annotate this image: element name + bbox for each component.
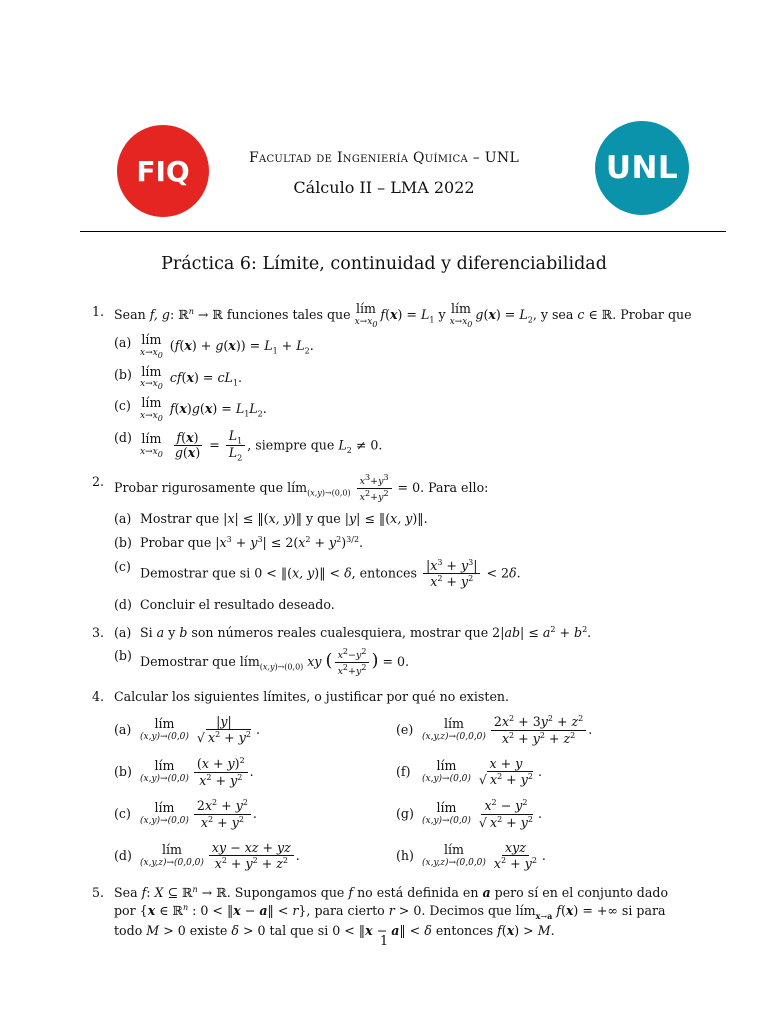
- item-label: (a): [114, 722, 132, 738]
- exercise-number: 2.: [92, 473, 105, 489]
- fiq-logo-text: FIQ: [136, 154, 190, 188]
- item-label: (f): [396, 764, 411, 780]
- exercise-2c: (c) Demostrar que si 0 < ‖(x, y)‖ < δ, entonces $\frac{|x^3 + y^3|}{x^2 + y^2}$ < 2δ.: [114, 557, 521, 590]
- exercise-2d: [114, 596, 692, 614]
- exercise-2: [92, 473, 692, 614]
- item-label: (c): [114, 558, 131, 574]
- faculty-header: Facultad de Ingeniería Química – UNL: [248, 150, 520, 166]
- exercise-3a: (a) Si a y b son números reales cualesquiera, mostrar que $2|ab| \le a^2 + b^2$.: [114, 624, 592, 640]
- exercise-3: [92, 624, 692, 679]
- limit-f: (f) lím (x,y)→(0,0) $\frac{x + y}{√ x^2 + y^2}$ .: [396, 755, 542, 788]
- unl-logo: [595, 121, 689, 215]
- page-title: Práctica 6: Límite, continuidad y diferenciabilidad: [161, 254, 607, 274]
- exercise-2d-text: Concluir el resultado deseado.: [140, 596, 335, 612]
- exercise-2a: (a) Mostrar que |x| ≤ ‖(x, y)‖ y que |y| ≤ ‖(x, y)‖.: [114, 511, 428, 527]
- exercise-3b: (b) Demostrar que lím$_{(x,y)\to(0,0)}$ xy ( $\frac{x^2-y^2}{x^2+y^2}$ ) = 0.: [114, 647, 410, 678]
- exercise-2-statement: Probar rigurosamente que lím$_{(x,y)\to(0,0)}$ $\frac{x^3+y^3}{x^2+y^2}$ = 0. Para ello:: [114, 472, 489, 504]
- limit-h: (h) lím (x,y,z)→(0,0,0) $\frac{\text{xyz}}{x^2 + y^2}$ .: [396, 839, 546, 872]
- exercise-4: [92, 688, 692, 874]
- item-label: (d): [114, 596, 132, 612]
- limits-grid: [114, 712, 692, 874]
- limit-b: (b) lím (x,y)→(0,0) $\frac{(x + y)^2}{x^2 + y^2}$ .: [114, 755, 254, 788]
- unl-logo-text: UNL: [605, 150, 679, 186]
- item-label: (e): [396, 722, 414, 738]
- exercise-2b: (b) Probar que $|x^3 + y^3| \le 2(x^2 + y^2)^{3/2}$.: [114, 534, 364, 550]
- item-label: (h): [396, 848, 414, 864]
- exercise-number: 4.: [92, 689, 105, 705]
- exercise-list: [92, 303, 692, 949]
- exercise-1: [92, 303, 692, 463]
- item-label: (a): [114, 335, 132, 351]
- item-label: (b): [114, 764, 132, 780]
- exercise-number: 1.: [92, 304, 105, 319]
- exercise-1-statement: Sean f, g: ℝ$^n$ → ℝ funciones tales que lím $x\to x_0$ $f(x) = L_1$ y lím $x\to x_0$ $g(x) = L_2$, y sea c ∈ ℝ. Probar que: [114, 301, 692, 329]
- item-label: (c): [114, 806, 131, 822]
- exercise-5-statement: Sea f: X ⊆ ℝ$^n$ → ℝ. Supongamos que f no está definida en a pero sí en el conjunto dado por {x ∈ ℝ$^n$ : 0 < ‖x − a‖ < r}, para cierto r > 0. Decimos que lím$_{x\to a}$ f(x) = +∞ si para todo M > 0 existe δ > 0 tal que si 0 < ‖x − a‖ < δ entonces f(x) > M.: [114, 885, 669, 938]
- limit-a: (a) lím (x,y)→(0,0) $\frac{|y|}{√ x^2 + y^2}$ .: [114, 713, 260, 746]
- item-label: (a): [114, 511, 132, 527]
- item-label: (d): [114, 429, 132, 445]
- item-label: (b): [114, 534, 132, 550]
- item-label: (g): [396, 806, 414, 822]
- item-label: (c): [114, 398, 131, 414]
- exercise-4-intro: Calcular los siguientes límites, o justificar por qué no existen.: [114, 689, 510, 705]
- header-rule: [80, 231, 726, 232]
- limit-e: (e) lím (x,y,z)→(0,0,0) $\frac{2x^2 + 3y^2 + z^2}{x^2 + y^2 + z^2}$ .: [396, 713, 593, 746]
- exercise-1d: (d) lím $x\to x_0$ $\frac{f(x)}{g(x)}$ = $\frac{L_1}{L_2}$ , siempre que $L_2 \ne 0$.: [114, 427, 383, 463]
- exercise-5: [92, 884, 692, 939]
- exercise-number: 3.: [92, 624, 105, 640]
- exercise-number: 5.: [92, 885, 105, 901]
- exercise-1c: (c) lím $x\to x_0$ $f(x)g(x) = L_1L_2$.: [114, 395, 267, 423]
- item-label: (a): [114, 624, 132, 640]
- page-number: 1: [379, 934, 389, 949]
- limit-d: (d) lím (x,y,z)→(0,0,0) $\frac{xy - xz + yz}{x^2 + y^2 + z^2}$ .: [114, 839, 300, 872]
- limit-g: (g) lím (x,y)→(0,0) $\frac{x^2 - y^2}{√ x^2 + y^2}$ .: [396, 797, 542, 830]
- limit-c: (c) lím (x,y)→(0,0) $\frac{2x^2 + y^2}{x^2 + y^2}$ .: [114, 797, 257, 830]
- exercise-1b: (b) lím $x\to x_0$ $cf(x) = cL_1$.: [114, 363, 242, 392]
- exercise-1a: (a) lím $x\to x_0$ $(f(x) + g(x)) = L_1 + L_2$.: [114, 332, 314, 360]
- item-label: (b): [114, 366, 132, 382]
- item-label: (b): [114, 648, 132, 664]
- fiq-logo: [117, 125, 209, 217]
- item-label: (d): [114, 848, 132, 864]
- course-header: Cálculo II – LMA 2022: [293, 178, 475, 197]
